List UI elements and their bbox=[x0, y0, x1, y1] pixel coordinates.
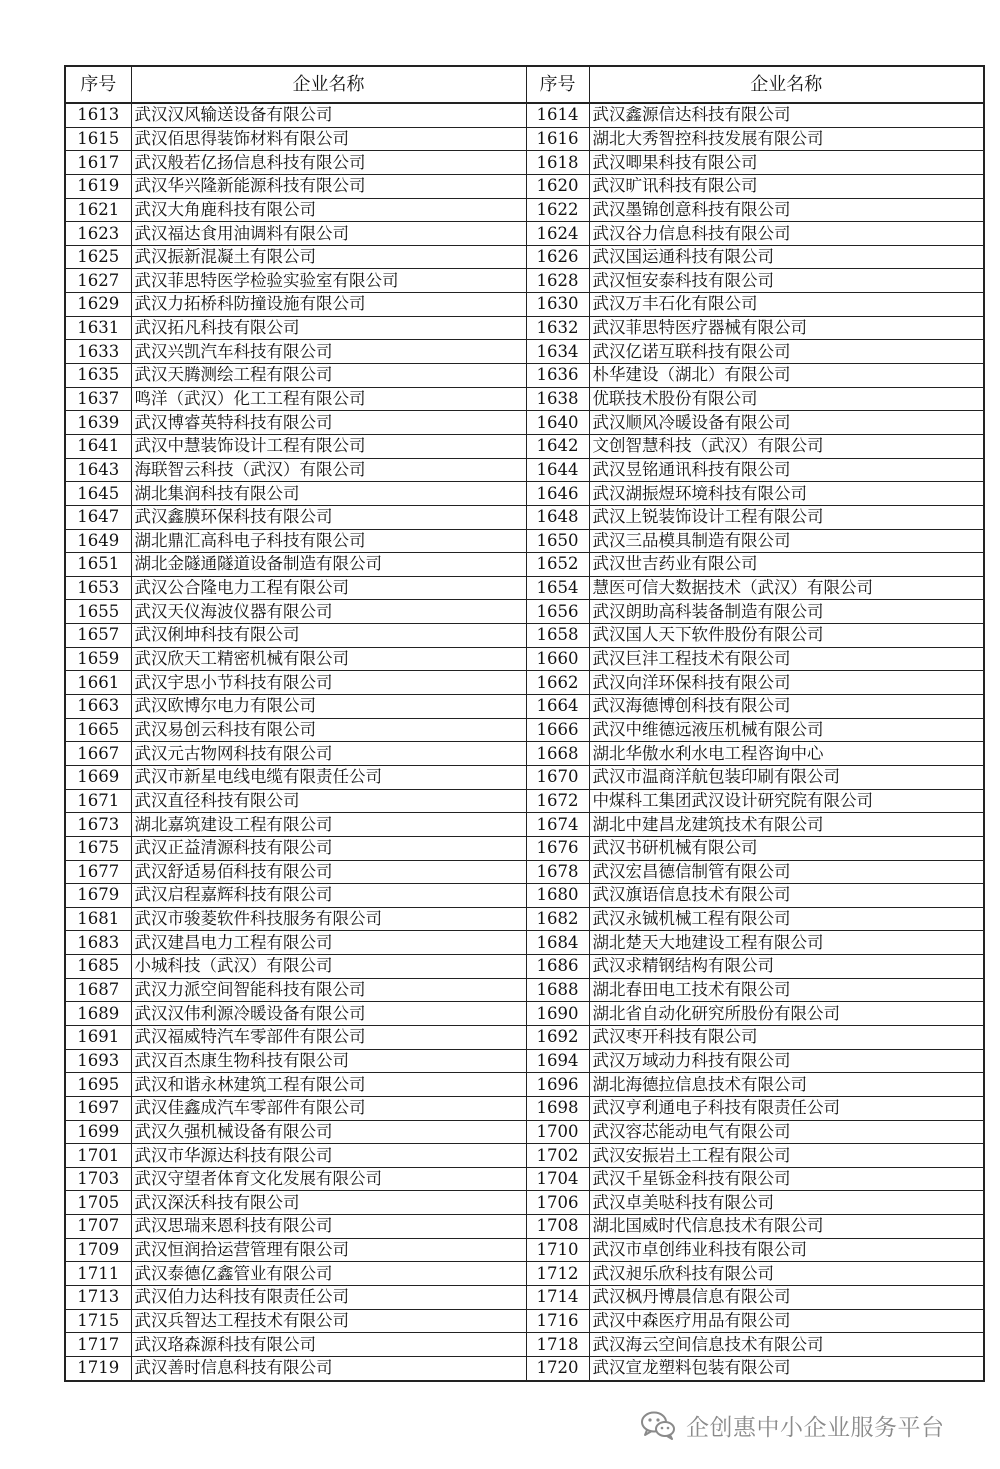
row-company-left: 武汉天腾测绘工程有限公司 bbox=[131, 364, 526, 388]
row-company-right: 武汉昱铭通讯科技有限公司 bbox=[589, 458, 984, 482]
row-num-left: 1643 bbox=[65, 458, 131, 482]
row-num-left: 1641 bbox=[65, 434, 131, 458]
row-num-right: 1718 bbox=[526, 1333, 589, 1357]
row-num-left: 1705 bbox=[65, 1191, 131, 1215]
row-company-right: 武汉菲思特医疗器械有限公司 bbox=[589, 316, 984, 340]
row-company-left: 武汉舒适易佰科技有限公司 bbox=[131, 860, 526, 884]
row-company-left: 武汉思瑞来恩科技有限公司 bbox=[131, 1215, 526, 1239]
row-num-right: 1654 bbox=[526, 576, 589, 600]
row-num-right: 1666 bbox=[526, 718, 589, 742]
table-row bbox=[65, 458, 984, 482]
row-num-left: 1631 bbox=[65, 316, 131, 340]
table-row bbox=[65, 765, 984, 789]
row-num-left: 1687 bbox=[65, 978, 131, 1002]
row-company-right: 慧医可信大数据技术（武汉）有限公司 bbox=[589, 576, 984, 600]
row-company-left: 湖北金隧通隧道设备制造有限公司 bbox=[131, 553, 526, 577]
row-num-right: 1680 bbox=[526, 884, 589, 908]
row-num-right: 1652 bbox=[526, 553, 589, 577]
table-row bbox=[65, 718, 984, 742]
row-num-left: 1693 bbox=[65, 1049, 131, 1073]
row-company-right: 武汉鑫源信达科技有限公司 bbox=[589, 103, 984, 127]
table-row bbox=[65, 671, 984, 695]
row-num-left: 1649 bbox=[65, 529, 131, 553]
table-row bbox=[65, 813, 984, 837]
row-num-right: 1672 bbox=[526, 789, 589, 813]
row-num-left: 1683 bbox=[65, 931, 131, 955]
row-company-right: 湖北国威时代信息技术有限公司 bbox=[589, 1215, 984, 1239]
row-company-right: 武汉千星铄金科技有限公司 bbox=[589, 1167, 984, 1191]
row-company-left: 武汉直径科技有限公司 bbox=[131, 789, 526, 813]
table-row bbox=[65, 836, 984, 860]
row-company-left: 武汉福威特汽车零部件有限公司 bbox=[131, 1025, 526, 1049]
row-num-right: 1626 bbox=[526, 245, 589, 269]
company-table bbox=[64, 65, 985, 1382]
row-company-left: 武汉建昌电力工程有限公司 bbox=[131, 931, 526, 955]
row-num-left: 1695 bbox=[65, 1073, 131, 1097]
table-row bbox=[65, 1309, 984, 1333]
row-company-left: 武汉鑫膜环保科技有限公司 bbox=[131, 505, 526, 529]
row-company-right: 湖北华傲水利水电工程咨询中心 bbox=[589, 742, 984, 766]
row-num-left: 1651 bbox=[65, 553, 131, 577]
table-row bbox=[65, 411, 984, 435]
row-num-left: 1697 bbox=[65, 1096, 131, 1120]
row-company-left: 武汉兴凯汽车科技有限公司 bbox=[131, 340, 526, 364]
row-num-right: 1678 bbox=[526, 860, 589, 884]
row-num-right: 1692 bbox=[526, 1025, 589, 1049]
table-row bbox=[65, 647, 984, 671]
row-num-right: 1702 bbox=[526, 1144, 589, 1168]
row-company-right: 武汉卓美哒科技有限公司 bbox=[589, 1191, 984, 1215]
row-num-left: 1615 bbox=[65, 127, 131, 151]
row-num-right: 1622 bbox=[526, 198, 589, 222]
row-company-left: 武汉力派空间智能科技有限公司 bbox=[131, 978, 526, 1002]
row-company-right: 武汉市温商洋航包装印刷有限公司 bbox=[589, 765, 984, 789]
row-company-right: 湖北春田电工技术有限公司 bbox=[589, 978, 984, 1002]
row-company-right: 武汉国运通科技有限公司 bbox=[589, 245, 984, 269]
table-row bbox=[65, 907, 984, 931]
row-num-left: 1673 bbox=[65, 813, 131, 837]
row-company-right: 武汉求精钢结构有限公司 bbox=[589, 955, 984, 979]
row-num-left: 1689 bbox=[65, 1002, 131, 1026]
row-num-right: 1704 bbox=[526, 1167, 589, 1191]
row-num-left: 1639 bbox=[65, 411, 131, 435]
row-company-left: 武汉佰思得装饰材料有限公司 bbox=[131, 127, 526, 151]
row-company-left: 武汉启程嘉辉科技有限公司 bbox=[131, 884, 526, 908]
row-company-right: 武汉上锐装饰设计工程有限公司 bbox=[589, 505, 984, 529]
row-company-right: 武汉墨锦创意科技有限公司 bbox=[589, 198, 984, 222]
row-num-right: 1684 bbox=[526, 931, 589, 955]
row-num-right: 1668 bbox=[526, 742, 589, 766]
row-num-left: 1691 bbox=[65, 1025, 131, 1049]
row-num-right: 1616 bbox=[526, 127, 589, 151]
table-row bbox=[65, 1096, 984, 1120]
row-num-left: 1667 bbox=[65, 742, 131, 766]
row-num-right: 1628 bbox=[526, 269, 589, 293]
row-company-right: 武汉昶乐欣科技有限公司 bbox=[589, 1262, 984, 1286]
row-num-left: 1623 bbox=[65, 222, 131, 246]
row-num-right: 1696 bbox=[526, 1073, 589, 1097]
watermark-text: 企创惠中小企业服务平台 bbox=[686, 1414, 945, 1441]
row-company-right: 武汉世吉药业有限公司 bbox=[589, 553, 984, 577]
row-company-right: 优联技术股份有限公司 bbox=[589, 387, 984, 411]
row-num-right: 1648 bbox=[526, 505, 589, 529]
row-num-right: 1690 bbox=[526, 1002, 589, 1026]
row-company-left: 武汉兵智达工程技术有限公司 bbox=[131, 1309, 526, 1333]
row-company-right: 武汉宣龙塑料包装有限公司 bbox=[589, 1356, 984, 1380]
row-company-right: 武汉谷力信息科技有限公司 bbox=[589, 222, 984, 246]
row-num-left: 1657 bbox=[65, 624, 131, 648]
row-num-right: 1618 bbox=[526, 151, 589, 175]
row-num-left: 1633 bbox=[65, 340, 131, 364]
table-row bbox=[65, 624, 984, 648]
row-num-left: 1635 bbox=[65, 364, 131, 388]
row-company-right: 武汉唧果科技有限公司 bbox=[589, 151, 984, 175]
row-num-right: 1656 bbox=[526, 600, 589, 624]
row-company-left: 湖北鼎汇高科电子科技有限公司 bbox=[131, 529, 526, 553]
table-row bbox=[65, 860, 984, 884]
row-num-right: 1708 bbox=[526, 1215, 589, 1239]
table-body bbox=[65, 103, 984, 1381]
table-row bbox=[65, 198, 984, 222]
row-company-left: 武汉恒润拾运营管理有限公司 bbox=[131, 1238, 526, 1262]
row-company-right: 武汉湖振煜环境科技有限公司 bbox=[589, 482, 984, 506]
header-num-right: 序号 bbox=[526, 66, 589, 103]
header-name-left: 企业名称 bbox=[131, 66, 526, 103]
row-company-left: 湖北集润科技有限公司 bbox=[131, 482, 526, 506]
row-company-left: 海联智云科技（武汉）有限公司 bbox=[131, 458, 526, 482]
table-row bbox=[65, 103, 984, 127]
row-num-left: 1685 bbox=[65, 955, 131, 979]
row-num-left: 1637 bbox=[65, 387, 131, 411]
row-num-right: 1674 bbox=[526, 813, 589, 837]
table-row bbox=[65, 340, 984, 364]
row-num-right: 1682 bbox=[526, 907, 589, 931]
row-company-left: 武汉中慧装饰设计工程有限公司 bbox=[131, 434, 526, 458]
row-company-right: 武汉亨利通电子科技有限责任公司 bbox=[589, 1096, 984, 1120]
row-company-right: 武汉安振岩土工程有限公司 bbox=[589, 1144, 984, 1168]
row-company-right: 武汉巨沣工程技术有限公司 bbox=[589, 647, 984, 671]
row-company-left: 武汉守望者体育文化发展有限公司 bbox=[131, 1167, 526, 1191]
row-company-left: 武汉博睿英特科技有限公司 bbox=[131, 411, 526, 435]
row-num-right: 1714 bbox=[526, 1286, 589, 1310]
row-company-right: 文创智慧科技（武汉）有限公司 bbox=[589, 434, 984, 458]
row-num-right: 1686 bbox=[526, 955, 589, 979]
row-num-right: 1646 bbox=[526, 482, 589, 506]
row-company-right: 武汉万丰石化有限公司 bbox=[589, 293, 984, 317]
row-num-right: 1650 bbox=[526, 529, 589, 553]
table-row bbox=[65, 553, 984, 577]
row-num-left: 1663 bbox=[65, 695, 131, 719]
row-num-right: 1662 bbox=[526, 671, 589, 695]
row-company-right: 武汉向洋环保科技有限公司 bbox=[589, 671, 984, 695]
table-row bbox=[65, 1073, 984, 1097]
row-company-right: 中煤科工集团武汉设计研究院有限公司 bbox=[589, 789, 984, 813]
row-company-right: 武汉枫丹博晨信息有限公司 bbox=[589, 1286, 984, 1310]
row-company-left: 武汉拓凡科技有限公司 bbox=[131, 316, 526, 340]
table-row bbox=[65, 1167, 984, 1191]
row-num-right: 1688 bbox=[526, 978, 589, 1002]
row-num-left: 1671 bbox=[65, 789, 131, 813]
table-row bbox=[65, 576, 984, 600]
table-row bbox=[65, 434, 984, 458]
row-company-right: 武汉海德博创科技有限公司 bbox=[589, 695, 984, 719]
table-row bbox=[65, 1002, 984, 1026]
row-num-left: 1677 bbox=[65, 860, 131, 884]
row-num-left: 1627 bbox=[65, 269, 131, 293]
row-company-left: 湖北嘉筑建设工程有限公司 bbox=[131, 813, 526, 837]
row-company-right: 武汉恒安泰科技有限公司 bbox=[589, 269, 984, 293]
row-company-left: 武汉宇思小节科技有限公司 bbox=[131, 671, 526, 695]
row-company-left: 武汉深沃科技有限公司 bbox=[131, 1191, 526, 1215]
row-num-right: 1614 bbox=[526, 103, 589, 127]
row-company-left: 武汉市华源达科技有限公司 bbox=[131, 1144, 526, 1168]
table-row bbox=[65, 174, 984, 198]
row-num-left: 1707 bbox=[65, 1215, 131, 1239]
row-company-left: 武汉佳鑫成汽车零部件有限公司 bbox=[131, 1096, 526, 1120]
row-company-left: 武汉伯力达科技有限责任公司 bbox=[131, 1286, 526, 1310]
row-num-left: 1655 bbox=[65, 600, 131, 624]
table-row bbox=[65, 293, 984, 317]
row-num-left: 1613 bbox=[65, 103, 131, 127]
row-num-right: 1694 bbox=[526, 1049, 589, 1073]
row-num-right: 1630 bbox=[526, 293, 589, 317]
watermark bbox=[640, 1405, 945, 1445]
row-company-right: 湖北海德拉信息技术有限公司 bbox=[589, 1073, 984, 1097]
row-num-left: 1619 bbox=[65, 174, 131, 198]
row-num-right: 1700 bbox=[526, 1120, 589, 1144]
table-row bbox=[65, 1144, 984, 1168]
table-row bbox=[65, 1333, 984, 1357]
row-num-right: 1636 bbox=[526, 364, 589, 388]
row-company-left: 武汉正益清源科技有限公司 bbox=[131, 836, 526, 860]
row-num-left: 1653 bbox=[65, 576, 131, 600]
row-company-right: 武汉朗助高科装备制造有限公司 bbox=[589, 600, 984, 624]
row-num-left: 1681 bbox=[65, 907, 131, 931]
row-num-right: 1634 bbox=[526, 340, 589, 364]
row-company-left: 武汉汉风输送设备有限公司 bbox=[131, 103, 526, 127]
row-company-left: 武汉和谐永林建筑工程有限公司 bbox=[131, 1073, 526, 1097]
table-row bbox=[65, 1262, 984, 1286]
row-num-right: 1638 bbox=[526, 387, 589, 411]
row-company-right: 武汉书研机械有限公司 bbox=[589, 836, 984, 860]
row-num-left: 1659 bbox=[65, 647, 131, 671]
row-num-left: 1621 bbox=[65, 198, 131, 222]
table-row bbox=[65, 955, 984, 979]
row-num-right: 1644 bbox=[526, 458, 589, 482]
row-num-left: 1711 bbox=[65, 1262, 131, 1286]
table-row bbox=[65, 742, 984, 766]
row-num-left: 1675 bbox=[65, 836, 131, 860]
row-num-right: 1642 bbox=[526, 434, 589, 458]
row-company-left: 武汉俐坤科技有限公司 bbox=[131, 624, 526, 648]
row-num-left: 1629 bbox=[65, 293, 131, 317]
row-num-right: 1712 bbox=[526, 1262, 589, 1286]
row-num-right: 1664 bbox=[526, 695, 589, 719]
row-company-right: 武汉中森医疗用品有限公司 bbox=[589, 1309, 984, 1333]
row-company-left: 武汉大角鹿科技有限公司 bbox=[131, 198, 526, 222]
row-company-right: 武汉枣开科技有限公司 bbox=[589, 1025, 984, 1049]
table-row bbox=[65, 482, 984, 506]
row-num-right: 1658 bbox=[526, 624, 589, 648]
row-company-left: 小城科技（武汉）有限公司 bbox=[131, 955, 526, 979]
row-num-right: 1698 bbox=[526, 1096, 589, 1120]
row-num-left: 1661 bbox=[65, 671, 131, 695]
table-row bbox=[65, 1356, 984, 1380]
row-num-left: 1717 bbox=[65, 1333, 131, 1357]
table-row bbox=[65, 245, 984, 269]
row-num-left: 1679 bbox=[65, 884, 131, 908]
row-num-left: 1665 bbox=[65, 718, 131, 742]
table-row bbox=[65, 695, 984, 719]
table-row bbox=[65, 978, 984, 1002]
header-num-left: 序号 bbox=[65, 66, 131, 103]
table-row bbox=[65, 1238, 984, 1262]
row-num-left: 1647 bbox=[65, 505, 131, 529]
row-company-left: 武汉汉伟利源冷暖设备有限公司 bbox=[131, 1002, 526, 1026]
row-company-right: 朴华建设（湖北）有限公司 bbox=[589, 364, 984, 388]
row-company-right: 湖北大秀智控科技发展有限公司 bbox=[589, 127, 984, 151]
row-num-right: 1640 bbox=[526, 411, 589, 435]
table-row bbox=[65, 789, 984, 813]
table-row bbox=[65, 1120, 984, 1144]
row-company-left: 武汉百杰康生物科技有限公司 bbox=[131, 1049, 526, 1073]
row-company-left: 武汉般若亿扬信息科技有限公司 bbox=[131, 151, 526, 175]
table-row bbox=[65, 1049, 984, 1073]
row-num-left: 1701 bbox=[65, 1144, 131, 1168]
row-company-left: 武汉久强机械设备有限公司 bbox=[131, 1120, 526, 1144]
table-row bbox=[65, 1025, 984, 1049]
table-row bbox=[65, 505, 984, 529]
row-company-right: 武汉宏昌德信制管有限公司 bbox=[589, 860, 984, 884]
wechat-icon bbox=[640, 1410, 676, 1440]
row-company-left: 武汉善时信息科技有限公司 bbox=[131, 1356, 526, 1380]
row-company-right: 武汉中维德远液压机械有限公司 bbox=[589, 718, 984, 742]
row-company-left: 武汉菲思特医学检验实验室有限公司 bbox=[131, 269, 526, 293]
row-company-right: 武汉亿诺互联科技有限公司 bbox=[589, 340, 984, 364]
table-row bbox=[65, 387, 984, 411]
row-company-left: 武汉振新混凝土有限公司 bbox=[131, 245, 526, 269]
row-num-right: 1720 bbox=[526, 1356, 589, 1380]
row-company-left: 武汉元古物网科技有限公司 bbox=[131, 742, 526, 766]
row-company-right: 武汉三品模具制造有限公司 bbox=[589, 529, 984, 553]
row-company-left: 武汉欣天工精密机械有限公司 bbox=[131, 647, 526, 671]
row-company-right: 武汉旷讯科技有限公司 bbox=[589, 174, 984, 198]
table-row bbox=[65, 269, 984, 293]
row-num-left: 1625 bbox=[65, 245, 131, 269]
row-company-right: 武汉永铖机械工程有限公司 bbox=[589, 907, 984, 931]
table-row bbox=[65, 222, 984, 246]
row-company-right: 湖北省自动化研究所股份有限公司 bbox=[589, 1002, 984, 1026]
row-num-left: 1645 bbox=[65, 482, 131, 506]
row-num-right: 1706 bbox=[526, 1191, 589, 1215]
row-company-left: 武汉天仪海波仪器有限公司 bbox=[131, 600, 526, 624]
row-company-right: 武汉市卓创纬业科技有限公司 bbox=[589, 1238, 984, 1262]
row-num-left: 1617 bbox=[65, 151, 131, 175]
row-company-left: 武汉公合隆电力工程有限公司 bbox=[131, 576, 526, 600]
table-header-row bbox=[65, 66, 984, 103]
row-company-left: 武汉市骏菱软件科技服务有限公司 bbox=[131, 907, 526, 931]
table-row bbox=[65, 884, 984, 908]
row-company-right: 武汉顺风冷暖设备有限公司 bbox=[589, 411, 984, 435]
table-row bbox=[65, 127, 984, 151]
table-row bbox=[65, 931, 984, 955]
table-row bbox=[65, 316, 984, 340]
row-company-right: 湖北中建昌龙建筑技术有限公司 bbox=[589, 813, 984, 837]
row-company-left: 武汉珞森源科技有限公司 bbox=[131, 1333, 526, 1357]
row-company-left: 武汉华兴隆新能源科技有限公司 bbox=[131, 174, 526, 198]
row-num-right: 1710 bbox=[526, 1238, 589, 1262]
row-num-left: 1709 bbox=[65, 1238, 131, 1262]
row-company-right: 湖北楚天大地建设工程有限公司 bbox=[589, 931, 984, 955]
table-row bbox=[65, 364, 984, 388]
row-num-left: 1703 bbox=[65, 1167, 131, 1191]
row-company-right: 武汉容芯能动电气有限公司 bbox=[589, 1120, 984, 1144]
row-company-left: 武汉福达食用油调料有限公司 bbox=[131, 222, 526, 246]
row-company-right: 武汉国人天下软件股份有限公司 bbox=[589, 624, 984, 648]
row-num-left: 1719 bbox=[65, 1356, 131, 1380]
row-company-right: 武汉海云空间信息技术有限公司 bbox=[589, 1333, 984, 1357]
row-num-right: 1670 bbox=[526, 765, 589, 789]
row-num-right: 1676 bbox=[526, 836, 589, 860]
table-row bbox=[65, 1286, 984, 1310]
row-num-left: 1713 bbox=[65, 1286, 131, 1310]
row-num-left: 1699 bbox=[65, 1120, 131, 1144]
row-num-left: 1669 bbox=[65, 765, 131, 789]
header-name-right: 企业名称 bbox=[589, 66, 984, 103]
row-num-right: 1660 bbox=[526, 647, 589, 671]
table-row bbox=[65, 529, 984, 553]
row-company-left: 武汉欧博尔电力有限公司 bbox=[131, 695, 526, 719]
row-company-left: 武汉市新星电线电缆有限责任公司 bbox=[131, 765, 526, 789]
table-row bbox=[65, 151, 984, 175]
row-num-right: 1632 bbox=[526, 316, 589, 340]
row-company-right: 武汉旗语信息技术有限公司 bbox=[589, 884, 984, 908]
row-company-right: 武汉万域动力科技有限公司 bbox=[589, 1049, 984, 1073]
table-row bbox=[65, 600, 984, 624]
row-num-right: 1624 bbox=[526, 222, 589, 246]
row-company-left: 鸣洋（武汉）化工工程有限公司 bbox=[131, 387, 526, 411]
row-num-right: 1620 bbox=[526, 174, 589, 198]
row-num-right: 1716 bbox=[526, 1309, 589, 1333]
table-row bbox=[65, 1191, 984, 1215]
row-company-left: 武汉泰德亿鑫管业有限公司 bbox=[131, 1262, 526, 1286]
row-company-left: 武汉力拓桥科防撞设施有限公司 bbox=[131, 293, 526, 317]
table-row bbox=[65, 1215, 984, 1239]
row-num-left: 1715 bbox=[65, 1309, 131, 1333]
row-company-left: 武汉易创云科技有限公司 bbox=[131, 718, 526, 742]
